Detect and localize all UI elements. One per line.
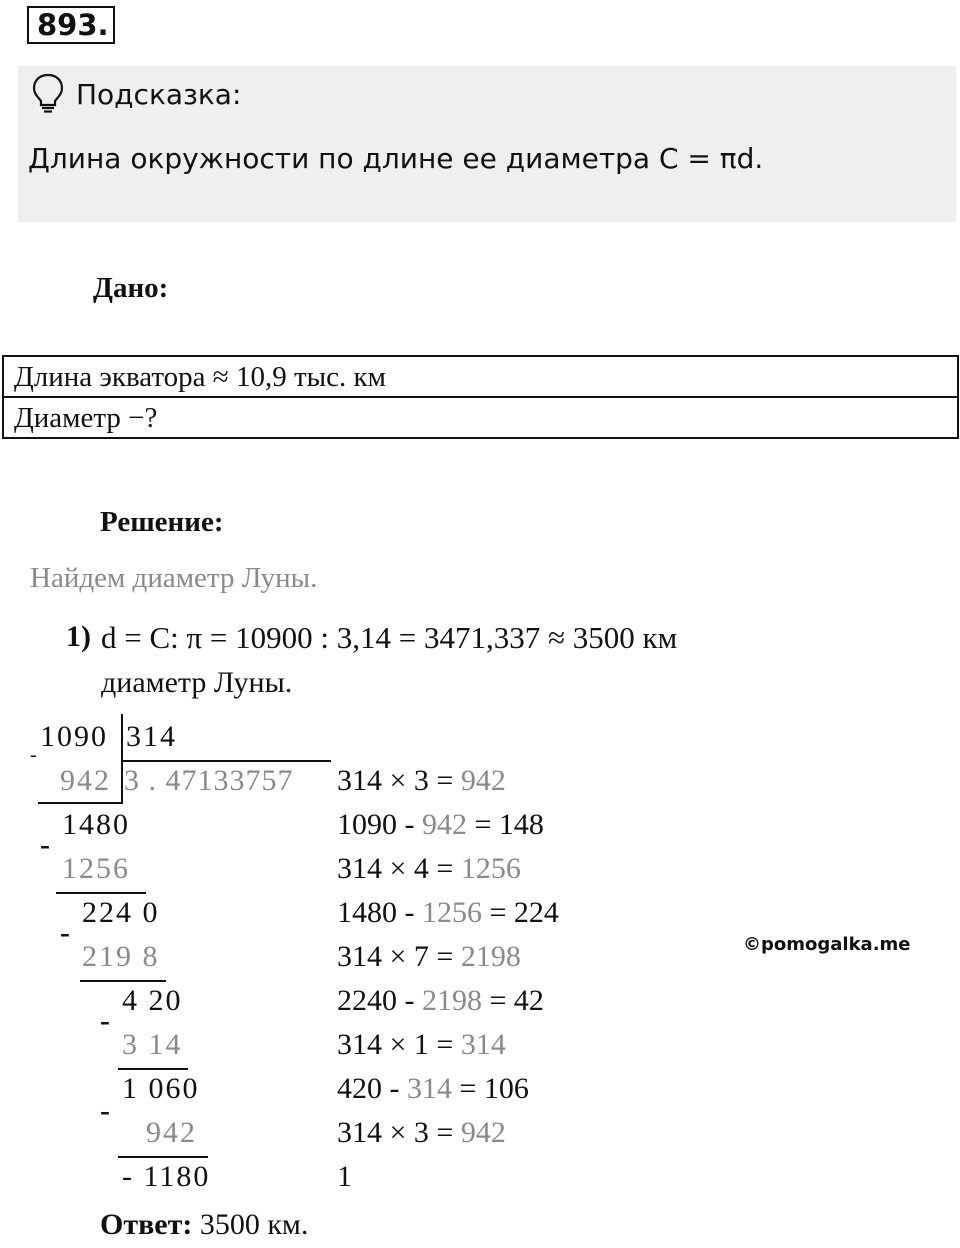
division-row: 3 14 xyxy=(122,1028,183,1061)
division-underline xyxy=(118,1068,188,1070)
calc-line: 1480 - 1256 = 224 xyxy=(337,896,559,929)
division-row: 224 0 xyxy=(82,896,160,929)
calc-line: 314 × 4 = 1256 xyxy=(337,852,521,885)
solution-intro: Найдем диаметр Луны. xyxy=(30,562,318,594)
division-underline xyxy=(38,802,122,804)
quotient: 3 . 47133757 xyxy=(124,764,294,797)
watermark: ©pomogalka.me xyxy=(743,934,911,955)
division-row: 4 20 xyxy=(122,984,183,1017)
dividend: 1090 xyxy=(40,720,108,753)
step-number: 1) xyxy=(66,620,91,653)
answer-label: Ответ: xyxy=(100,1208,193,1241)
solution-heading: Решение: xyxy=(100,506,224,538)
minus-sign: - xyxy=(100,1094,112,1127)
answer xyxy=(100,1208,308,1242)
division-row: 1256 xyxy=(62,852,130,885)
division-row: 942 xyxy=(60,764,111,797)
answer-value: 3500 км. xyxy=(192,1208,309,1241)
calc-line: 314 × 3 = 942 xyxy=(337,1116,506,1149)
divisor: 314 xyxy=(126,720,177,753)
hint-text: Длина окружности по длине ее диаметра С = πd. xyxy=(28,142,764,175)
division-divisor-underline xyxy=(121,760,331,762)
division-row: 1 060 xyxy=(122,1072,200,1105)
step-continuation: диаметр Луны. xyxy=(101,666,293,699)
minus-sign: - xyxy=(60,916,72,949)
division-row: 219 8 xyxy=(82,940,160,973)
division-underline xyxy=(118,1156,208,1158)
given-heading: Дано: xyxy=(93,272,169,304)
calc-line: 2240 - 2198 = 42 xyxy=(337,984,544,1017)
given-table xyxy=(2,355,959,439)
lightbulb-icon xyxy=(30,72,66,114)
given-row-equator: Длина экватора ≈ 10,9 тыс. км xyxy=(3,356,958,397)
division-vertical-bar xyxy=(121,714,123,804)
step-formula: d = С: π = 10900 : 3,14 = 3471,337 ≈ 3500 км xyxy=(101,620,678,655)
hint-title: Подсказка: xyxy=(76,78,242,111)
calc-line: 314 × 7 = 2198 xyxy=(337,940,521,973)
calc-line: 1090 - 942 = 148 xyxy=(337,808,544,841)
table-row xyxy=(3,397,958,438)
calc-line: 1 xyxy=(337,1160,352,1193)
division-row: 942 xyxy=(146,1116,197,1149)
division-underline xyxy=(56,892,146,894)
calc-line: 420 - 314 = 106 xyxy=(337,1072,529,1105)
calc-line: 314 × 1 = 314 xyxy=(337,1028,506,1061)
table-row xyxy=(3,356,958,397)
given-row-diameter: Диаметр −? xyxy=(3,397,958,438)
division-row: 1480 xyxy=(62,808,130,841)
calc-line: 314 × 3 = 942 xyxy=(337,764,506,797)
task-number: 893. xyxy=(27,6,115,44)
minus-sign: - xyxy=(40,828,52,861)
minus-sign: - xyxy=(30,744,39,766)
minus-sign: - xyxy=(100,1004,112,1037)
division-row: - 1180 xyxy=(122,1160,211,1193)
division-underline xyxy=(80,980,166,982)
